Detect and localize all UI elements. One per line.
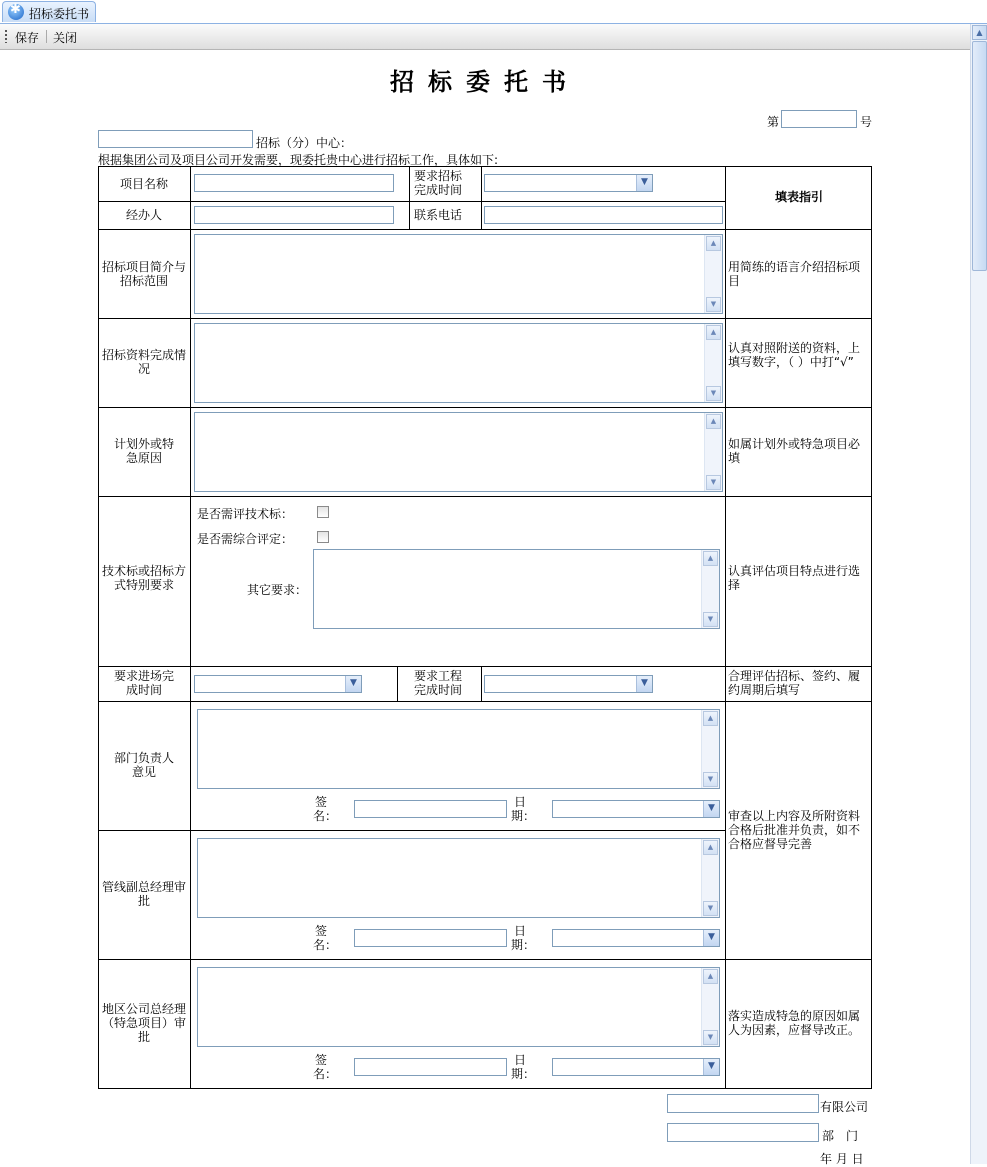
dept-head-date-select[interactable] [552, 800, 720, 818]
save-button[interactable]: 保存 [15, 31, 40, 45]
phone-label: 联系电话 [413, 208, 462, 222]
serial-number-input[interactable] [781, 110, 857, 128]
regional-gm-date-label: 日期： [511, 1053, 536, 1081]
grid-line [99, 318, 871, 319]
scroll-down-icon[interactable]: ▼ [706, 297, 721, 312]
scroll-up-icon[interactable]: ▲ [703, 551, 718, 566]
scroll-down-icon[interactable]: ▼ [703, 901, 718, 916]
dept-head-label: 部门负责人意见 [113, 751, 174, 779]
entry-time-label: 要求进场完成时间 [113, 669, 174, 697]
urgent-label: 计划外或特急原因 [113, 437, 174, 465]
department-input[interactable] [667, 1123, 819, 1142]
handler-input[interactable] [194, 206, 394, 224]
scroll-up-icon[interactable]: ▲ [706, 236, 721, 251]
scroll-down-icon[interactable]: ▼ [706, 386, 721, 401]
pipeline-vp-label: 管线副总经理审批 [101, 880, 186, 908]
grid-line [99, 201, 726, 202]
toolbar-grip-icon [5, 30, 7, 43]
scroll-up-icon[interactable]: ▲ [703, 711, 718, 726]
dept-suffix: 部 门 [822, 1129, 859, 1143]
pipeline-vp-sign-input[interactable] [354, 929, 507, 947]
required-finish-select[interactable] [484, 174, 653, 192]
grid-line [99, 701, 871, 702]
guide-header: 填表指引 [774, 190, 823, 204]
handler-label: 经办人 [125, 208, 162, 222]
other-req-label: 其它要求： [247, 583, 308, 597]
dept-head-date-label: 日期： [511, 795, 536, 823]
required-finish-label: 要求招标完成时间 [413, 169, 462, 197]
chevron-down-icon: ▼ [703, 930, 719, 946]
materials-guide: 认真对照附送的资料，上填写数字，（ ）中打“√” [728, 341, 861, 369]
project-finish-select[interactable] [484, 675, 653, 693]
pipeline-vp-date-select[interactable] [552, 929, 720, 947]
regional-gm-date-select[interactable] [552, 1058, 720, 1076]
grid-line [99, 666, 871, 667]
scroll-up-icon[interactable]: ▲ [703, 969, 718, 984]
project-name-input[interactable] [194, 174, 394, 192]
toolbar [0, 24, 970, 50]
scroll-up-icon[interactable]: ▲ [703, 840, 718, 855]
project-name-label: 项目名称 [119, 177, 168, 191]
period-guide: 合理评估招标、签约、履约周期后填写 [728, 669, 861, 697]
grid-line [481, 667, 482, 702]
grid-line [190, 167, 191, 1088]
dept-head-sign-label: 签名： [313, 795, 338, 823]
chevron-down-icon: ▼ [703, 801, 719, 817]
materials-textarea[interactable] [194, 323, 723, 403]
tab-label: 招标委托书 [29, 7, 90, 21]
tab-strip [0, 0, 987, 24]
tab-bid-commission[interactable] [2, 1, 96, 22]
close-button[interactable]: 关闭 [53, 31, 78, 45]
intro-scope-textarea[interactable] [194, 234, 723, 314]
grid-line [99, 229, 871, 230]
tech-guide: 认真评估项目特点进行选择 [728, 564, 861, 592]
pipeline-vp-date-label: 日期： [511, 924, 536, 952]
scroll-down-icon[interactable]: ▼ [706, 475, 721, 490]
scroll-down-icon[interactable]: ▼ [703, 612, 718, 627]
materials-label: 招标资料完成情况 [101, 348, 186, 376]
regional-gm-textarea[interactable] [197, 967, 720, 1047]
regional-gm-sign-label: 签名： [313, 1053, 338, 1081]
intro-text: 根据集团公司及项目公司开发需要，现委托贵中心进行招标工作，具体如下: [98, 153, 499, 167]
regional-guide: 落实造成特急的原因如属人为因素，应督导改正。 [728, 1009, 861, 1037]
scroll-up-icon[interactable]: ▲ [706, 414, 721, 429]
grid-line [481, 167, 482, 229]
grid-line [725, 167, 726, 1088]
intro-scope-guide: 用简练的语言介绍招标项目 [728, 260, 861, 288]
approval-guide: 审查以上内容及所附资料合格后批准并负责，如不合格应督导完善 [728, 809, 861, 851]
urgent-guide: 如属计划外或特急项目必填 [728, 437, 861, 465]
pipeline-vp-textarea[interactable] [197, 838, 720, 918]
regional-gm-label: 地区公司总经理（特急项目）审批 [101, 1002, 186, 1044]
urgent-textarea[interactable] [194, 412, 723, 492]
bid-center-input[interactable] [98, 130, 253, 148]
regional-gm-sign-input[interactable] [354, 1058, 507, 1076]
dept-head-textarea[interactable] [197, 709, 720, 789]
footer-date: 年 月 日 [820, 1152, 864, 1166]
other-req-textarea[interactable] [313, 549, 720, 629]
chevron-down-icon: ▼ [636, 676, 652, 692]
project-finish-label: 要求工程完成时间 [413, 669, 462, 697]
company-suffix: 有限公司 [820, 1100, 869, 1114]
scroll-down-icon[interactable]: ▼ [703, 1030, 718, 1045]
serial-prefix: 第 [767, 115, 780, 129]
dept-head-sign-input[interactable] [354, 800, 507, 818]
scroll-thumb[interactable] [972, 41, 987, 271]
page-scrollbar[interactable] [970, 24, 987, 1164]
comp-eval-label: 是否需综合评定： [197, 532, 294, 546]
grid-line [397, 667, 398, 702]
form-title: 招标委托书 [390, 67, 580, 96]
grid-line [99, 959, 871, 960]
scroll-up-icon[interactable]: ▲ [972, 25, 987, 40]
app-logo-icon [8, 4, 24, 20]
company-input[interactable] [667, 1094, 819, 1113]
chevron-down-icon: ▼ [636, 175, 652, 191]
comp-eval-checkbox[interactable] [317, 531, 329, 543]
toolbar-separator [46, 30, 47, 43]
serial-suffix: 号 [860, 115, 873, 129]
entry-time-select[interactable] [194, 675, 362, 693]
scroll-up-icon[interactable]: ▲ [706, 325, 721, 340]
center-suffix: 招标（分）中心： [256, 136, 353, 150]
phone-input[interactable] [484, 206, 723, 224]
grid-line [99, 830, 726, 831]
scroll-down-icon[interactable]: ▼ [703, 772, 718, 787]
intro-scope-label: 招标项目简介与招标范围 [101, 260, 186, 288]
chevron-down-icon: ▼ [703, 1059, 719, 1075]
tech-eval-label: 是否需评技术标： [197, 507, 294, 521]
chevron-down-icon: ▼ [345, 676, 361, 692]
tech-label: 技术标或招标方式特别要求 [101, 564, 186, 592]
pipeline-vp-sign-label: 签名： [313, 924, 338, 952]
grid-line [99, 407, 871, 408]
tech-eval-checkbox[interactable] [317, 506, 329, 518]
grid-line [99, 496, 871, 497]
